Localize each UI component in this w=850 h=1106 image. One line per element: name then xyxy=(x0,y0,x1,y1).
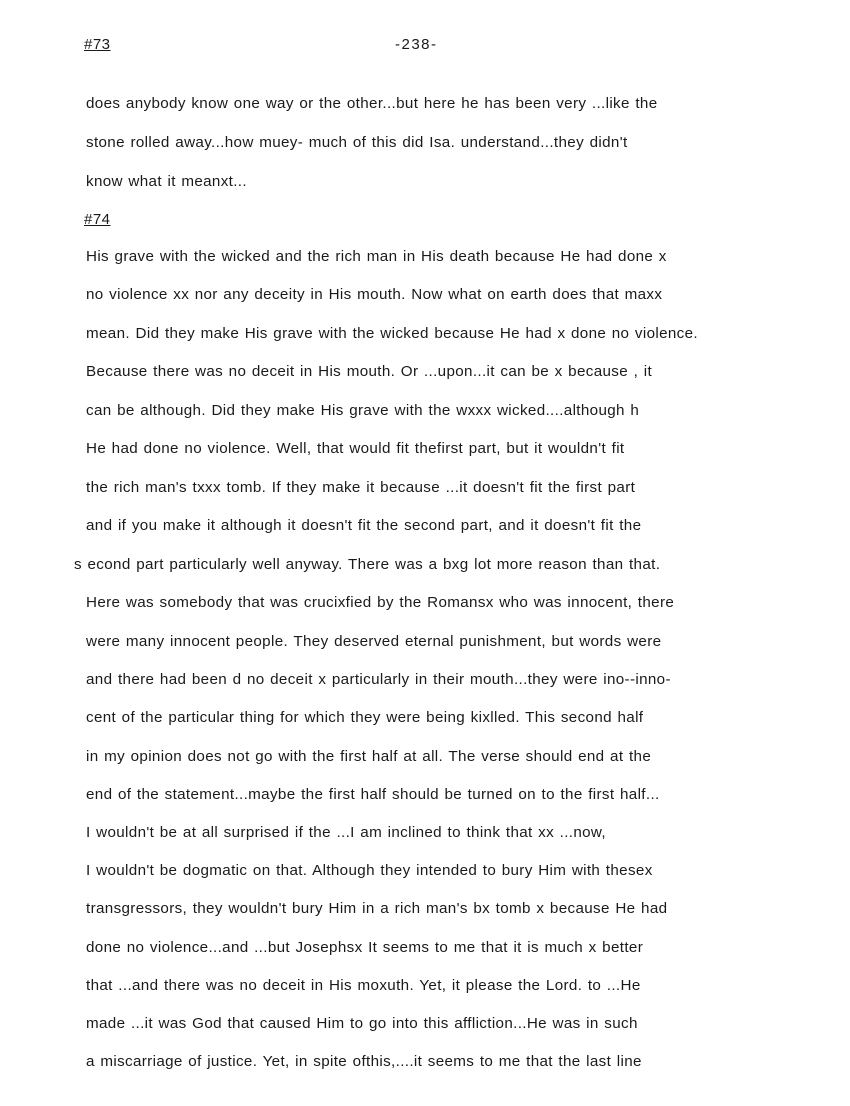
text-line: in my opinion does not go with the first half at all. The verse should end at the xyxy=(86,748,652,765)
text-line: and there had been d no deceit x particularly in their mouth...they were ino--inno- xyxy=(86,671,671,688)
text-line: s econd part particularly well anyway. There was a bxg lot more reason than that. xyxy=(74,556,661,573)
text-line: mean. Did they make His grave with the wicked because He had x done no violence. xyxy=(86,325,698,342)
text-line: were many innocent people. They deserved eternal punishment, but words were xyxy=(86,633,662,650)
text-line: know what it meanxt... xyxy=(86,173,247,190)
text-line: that ...and there was no deceit in His moxuth. Yet, it please the Lord. to ...He xyxy=(86,977,641,994)
text-line: the rich man's txxx tomb. If they make it because ...it doesn't fit the first part xyxy=(86,479,636,496)
text-line: no violence xx nor any deceity in His mouth. Now what on earth does that maxx xyxy=(86,286,663,303)
text-line: can be although. Did they make His grave with the wxxx wicked....although h xyxy=(86,402,640,419)
text-line: a miscarriage of justice. Yet, in spite ofthis,....it seems to me that the last line xyxy=(86,1053,642,1070)
text-line: cent of the particular thing for which they were being kixlled. This second half xyxy=(86,709,644,726)
page-number: -238- xyxy=(395,36,438,53)
text-line: end of the statement...maybe the first half should be turned on to the first half... xyxy=(86,786,660,803)
section-number-header: #73 xyxy=(84,36,111,53)
text-line: Because there was no deceit in His mouth. Or ...upon...it can be x because , it xyxy=(86,363,653,380)
text-line: I wouldn't be at all surprised if the ...I am inclined to think that xx ...now, xyxy=(86,824,606,841)
section-74-heading: #74 xyxy=(84,211,111,228)
text-line: His grave with the wicked and the rich man in His death because He had done x xyxy=(86,248,667,265)
text-line: Here was somebody that was crucixfied by the Romansx who was innocent, there xyxy=(86,594,675,611)
text-line: transgressors, they wouldn't bury Him in a rich man's bx tomb x because He had xyxy=(86,900,668,917)
text-line: He had done no violence. Well, that would fit thefirst part, but it wouldn't fit xyxy=(86,440,625,457)
text-line: stone rolled away...how muey- much of this did Isa. understand...they didn't xyxy=(86,134,628,151)
text-line: I wouldn't be dogmatic on that. Although they intended to bury Him with thesex xyxy=(86,862,653,879)
text-line: made ...it was God that caused Him to go into this affliction...He was in such xyxy=(86,1015,638,1032)
text-line: done no violence...and ...but Josephsx It seems to me that it is much x better xyxy=(86,939,644,956)
text-line: and if you make it although it doesn't fit the second part, and it doesn't fit the xyxy=(86,517,642,534)
text-line: does anybody know one way or the other...but here he has been very ...like the xyxy=(86,95,658,112)
